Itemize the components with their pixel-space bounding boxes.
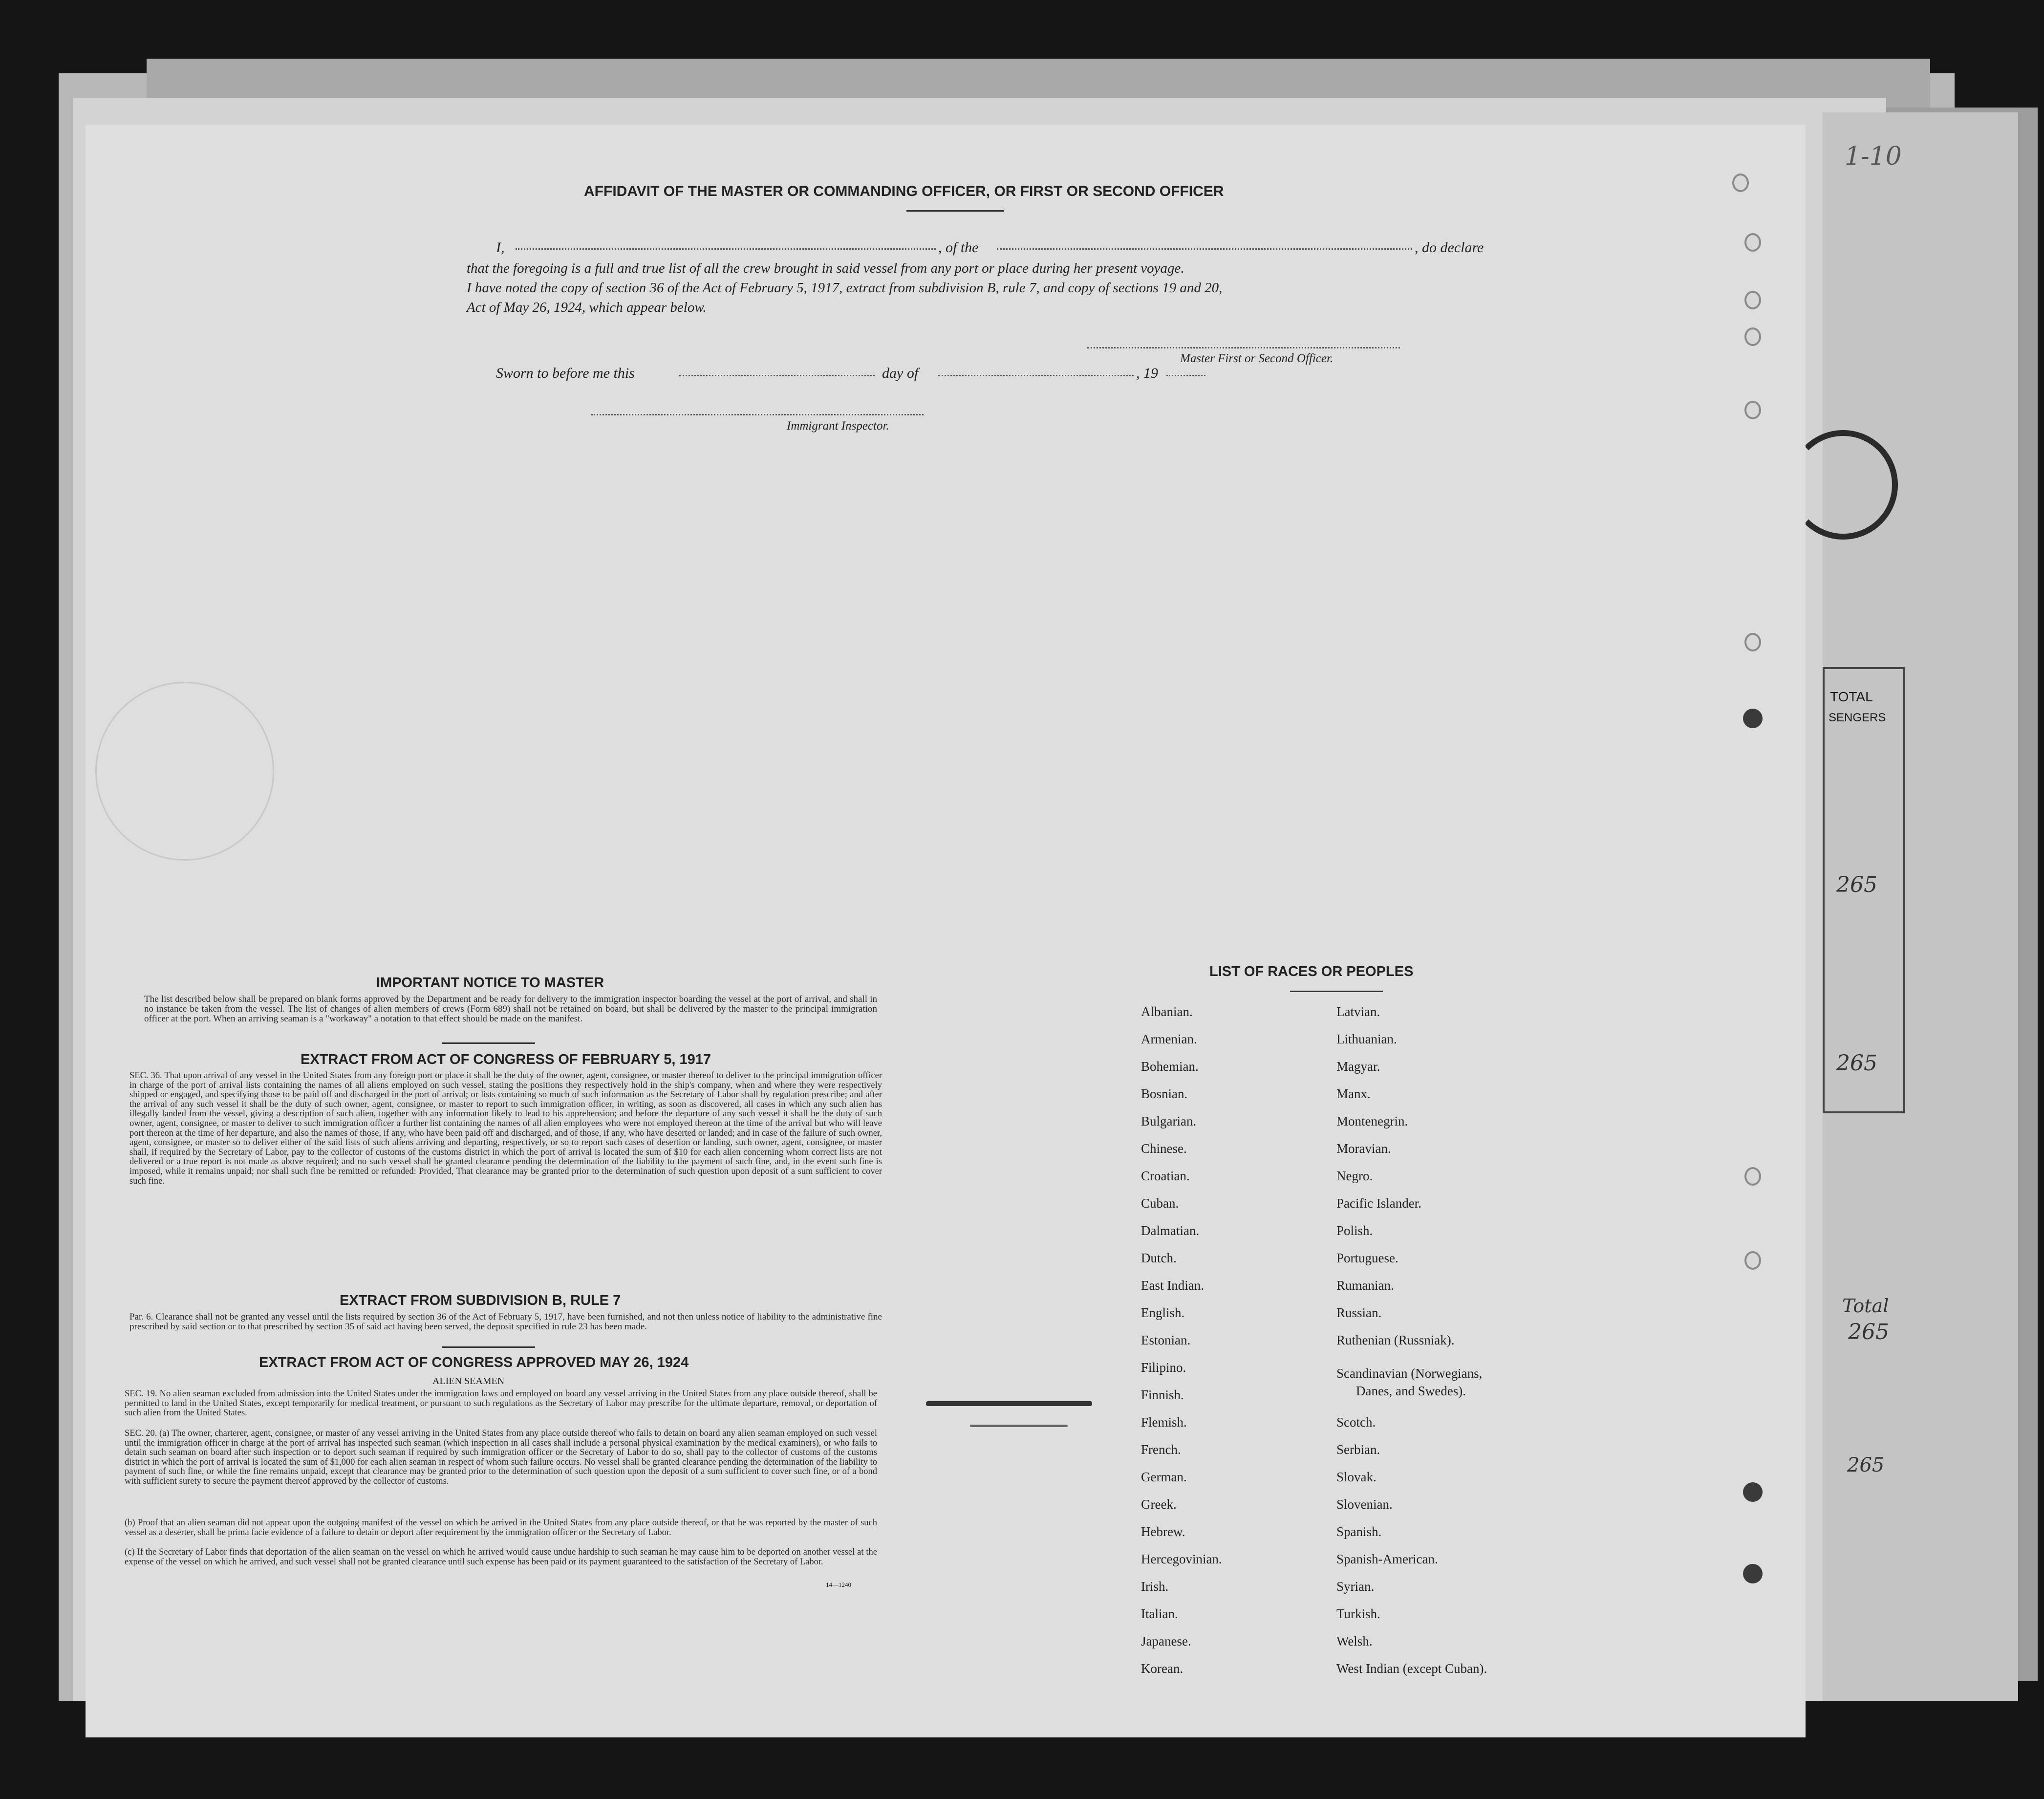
- race-item: Hebrew.: [1141, 1524, 1185, 1539]
- embossed-seal: [95, 682, 274, 861]
- race-item: Scandinavian (Norwegians,: [1336, 1366, 1483, 1381]
- race-item: Croatian.: [1141, 1169, 1190, 1183]
- handwritten-corner-note: 1-10: [1845, 142, 1902, 171]
- handwritten-total-label: Total: [1842, 1295, 1889, 1317]
- races-title: LIST OF RACES OR PEOPLES: [1209, 964, 1414, 979]
- punch-hole: [1743, 709, 1763, 728]
- ink-smear: [970, 1425, 1068, 1427]
- extract-1924-title: EXTRACT FROM ACT OF CONGRESS APPROVED MAY 26, 1924: [259, 1355, 689, 1370]
- punch-hole: [1744, 1167, 1761, 1186]
- race-item: Irish.: [1141, 1579, 1169, 1594]
- race-item: French.: [1141, 1442, 1181, 1457]
- sec-20a-text: SEC. 20. (a) The owner, charterer, agent, consignee, or master of any vessel arriving in the United States from any place outside thereof who fails to detain on board any alien seaman employed on such vessel until the immigration officer in charge at the port of arrival has inspected such seaman (which inspection in all cases shall include a personal physical examination by the medical examiners), or who fails to detain such seaman on board after such inspection or to deport such seaman if required by such immigration officer or the Secretary of Labor to do so, shall pay to the collector of customs of the customs district in which the port of arrival is located the sum of $1,000 for each alien seaman in respect of whom such failure occurs. No vessel shall be granted clearance pending the determination of the liability to payment of such fine, or while the fine remains unpaid, except that clearance may be granted prior to the determination of such question upon the deposit of a sum sufficient to cover such fine, or of a bond with sufficient surety to secure the payment thereof approved by the collector of customs.: [125, 1429, 877, 1486]
- race-item: English.: [1141, 1305, 1185, 1320]
- race-item: Dalmatian.: [1141, 1223, 1200, 1238]
- punch-hole: [1744, 327, 1761, 346]
- alien-seamen-subtitle: ALIEN SEAMEN: [432, 1376, 505, 1387]
- ink-smear: [926, 1401, 1092, 1406]
- master-signature-line[interactable]: [1087, 347, 1400, 348]
- race-item: Greek.: [1141, 1497, 1177, 1512]
- punch-hole: [1744, 291, 1761, 309]
- race-item: Dutch.: [1141, 1251, 1177, 1265]
- affidavit-line-2: that the foregoing is a full and true list of all the crew brought in said vessel from any port or place during her present voyage.: [467, 260, 1184, 276]
- punch-hole: [1732, 173, 1749, 192]
- sec-20c-text: (c) If the Secretary of Labor finds that deportation of the alien seaman on the vessel on which he arrived would cause undue hardship to such seaman he may cause him to be deported on another vessel at the expense of the vessel on which he arrived, and such vessel shall not be granted clearance until such expense has been paid or its payment guaranteed to the satisfaction of the Secretary of Labor.: [125, 1547, 877, 1567]
- race-item: Moravian.: [1336, 1141, 1391, 1156]
- race-item: Slovenian.: [1336, 1497, 1393, 1512]
- race-item: Bulgarian.: [1141, 1114, 1197, 1128]
- race-item: Scotch.: [1336, 1415, 1376, 1430]
- punch-hole: [1744, 233, 1761, 252]
- handwritten-number: 265: [1848, 1320, 1889, 1344]
- sworn-day-blank[interactable]: [679, 375, 875, 376]
- punch-hole: [1743, 1482, 1763, 1502]
- race-item: Bohemian.: [1141, 1059, 1199, 1074]
- extract-1917-title: EXTRACT FROM ACT OF CONGRESS OF FEBRUARY 5, 1917: [301, 1052, 711, 1067]
- affidavit-title: AFFIDAVIT OF THE MASTER OR COMMANDING OFFICER, OR FIRST OR SECOND OFFICER: [584, 183, 1224, 199]
- race-item: Armenian.: [1141, 1032, 1197, 1046]
- divider: [442, 1042, 535, 1044]
- inspector-caption: Immigrant Inspector.: [787, 419, 889, 433]
- race-item: Magyar.: [1336, 1059, 1380, 1074]
- affidavit-line-4: Act of May 26, 1924, which appear below.: [467, 300, 707, 315]
- affidavit-page: [86, 125, 1806, 1737]
- race-item: Chinese.: [1141, 1141, 1187, 1156]
- vessel-blank[interactable]: [997, 248, 1412, 250]
- race-item: Montenegrin.: [1336, 1114, 1408, 1128]
- divider: [442, 1346, 535, 1348]
- race-item: Finnish.: [1141, 1387, 1184, 1402]
- notice-text: The list described below shall be prepared on blank forms approved by the Department and be ready for delivery to the immigration inspector boarding the vessel at the port of arrival, and shall in no instance be taken from the vessel. The list of changes of alien members of crews (Form 689) shall not be retained on board, but shall be delivered by the master to the principal immigration officer at the port. When an arriving seaman is a "workaway" a notation to that effect should be made on the manifest.: [144, 994, 877, 1024]
- sworn-year-blank[interactable]: [1166, 375, 1205, 376]
- handwritten-number: 265: [1836, 872, 1877, 897]
- sworn-label: Sworn to before me this: [496, 365, 635, 381]
- box-header-total: TOTAL: [1830, 689, 1873, 704]
- divider: [1290, 991, 1383, 992]
- race-item: German.: [1141, 1470, 1187, 1484]
- notice-title: IMPORTANT NOTICE TO MASTER: [376, 975, 604, 991]
- race-item: Japanese.: [1141, 1634, 1191, 1648]
- day-of-label: day of: [882, 365, 919, 381]
- race-item: East Indian.: [1141, 1278, 1204, 1293]
- sec-19-text: SEC. 19. No alien seaman excluded from admission into the United States under the immigration laws and employed on board any vessel arriving in the United States from any place outside thereof, shall be permitted to land in the United States, except temporarily for medical treatment, or pursuant to such regulations as the Secretary of Labor may prescribe for the ultimate departure, removal, or deportation of such alien from the United States.: [125, 1389, 877, 1418]
- name-blank[interactable]: [516, 248, 936, 250]
- race-item: Slovak.: [1336, 1470, 1377, 1484]
- inspector-signature-line[interactable]: [591, 414, 924, 415]
- punch-hole: [1744, 401, 1761, 419]
- race-item: West Indian (except Cuban).: [1336, 1661, 1487, 1676]
- affidavit-do-declare: , do declare: [1415, 239, 1484, 256]
- race-item: Estonian.: [1141, 1333, 1191, 1347]
- race-item: Lithuanian.: [1336, 1032, 1397, 1046]
- divider: [906, 210, 1004, 212]
- race-item: Rumanian.: [1336, 1278, 1394, 1293]
- race-item: Syrian.: [1336, 1579, 1375, 1594]
- extract-1917-text: SEC. 36. That upon arrival of any vessel in the United States from any foreign port or place it shall be the duty of the owner, agent, consignee, or master thereof to deliver to the principal immigration officer in charge of the port of arrival lists containing the names of all aliens employed on such vessel, stating the positions they respectively hold in the ship's company, when and where they were respectively shipped or engaged, and specifying those to be paid off and discharged in the port of arrival; or lists containing so much of such information as the Secretary of Labor shall by regulation prescribe; and after the arrival of any such vessel it shall be the duty of such owner, agent, consignee, or master to report to such immigration officer, in writing, as soon as discovered, all cases in which any such alien has illegally landed from the vessel, giving a description of such alien, together with any information likely to lead to his apprehension; and before the departure of any such vessel it shall be the duty of such owner, agent, consignee, or master to deliver to such immigration officer a further list containing the names of all alien employees who were not employed thereon at the time of the arrival but who will leave port thereon at the time of her departure, and also the names of those, if any, who have been paid off and discharged, and of those, if any, who have deserted or landed; and in case of the failure of such owner, agent, consignee, or master so to deliver either of the said lists of such aliens arriving and departing, respectively, or so to report such cases of desertion or landing, such owner, agent, consignee, or master shall, if required by the Secretary of Labor, pay to the collector of customs of the customs district in which the port of arrival is located the sum of $10 for each alien concerning whom correct lists are not delivered or a true report is not made as above required; and no such vessel shall be granted clearance pending the determination of the liability to the payment of such fine, and, in the event such fine is imposed, while it remains unpaid; nor shall such fine be remitted or refunded: Provided, That clearance may be granted prior to the determination of such question upon deposit of a sum sufficient to cover such fine.: [129, 1071, 882, 1186]
- affidavit-line-3: I have noted the copy of section 36 of the Act of February 5, 1917, extract from subdivision B, rule 7, and copy of sections 19 and 20,: [467, 280, 1223, 296]
- race-item: Welsh.: [1336, 1634, 1373, 1648]
- race-item: Cuban.: [1141, 1196, 1179, 1211]
- race-item: Albanian.: [1141, 1004, 1193, 1019]
- sworn-month-blank[interactable]: [938, 375, 1134, 376]
- form-number: 14—1240: [826, 1581, 851, 1588]
- race-item: Hercegovinian.: [1141, 1552, 1222, 1566]
- box-header-sengers: SENGERS: [1829, 711, 1886, 724]
- race-item: Ruthenian (Russniak).: [1336, 1333, 1455, 1347]
- race-item: Polish.: [1336, 1223, 1373, 1238]
- punch-hole: [1744, 633, 1761, 651]
- punch-hole: [1744, 1251, 1761, 1270]
- master-caption: Master First or Second Officer.: [1180, 352, 1334, 365]
- punch-hole: [1743, 1564, 1763, 1583]
- race-item: Filipino.: [1141, 1360, 1186, 1375]
- race-item: Latvian.: [1336, 1004, 1380, 1019]
- affidavit-of-the: , of the: [938, 239, 979, 256]
- race-item: Pacific Islander.: [1336, 1196, 1421, 1211]
- race-item: Italian.: [1141, 1606, 1178, 1621]
- race-item: Turkish.: [1336, 1606, 1380, 1621]
- race-item: Bosnian.: [1141, 1086, 1188, 1101]
- race-item: Serbian.: [1336, 1442, 1380, 1457]
- subdivision-b-text: Par. 6. Clearance shall not be granted any vessel until the lists required by section 36 of the Act of February 5, 1917, have been furnished, and not then unless notice of liability to the administrative fine prescribed by said section or to that prescribed by section 35 of said act having been served, the deposit specified in rule 23 has been made.: [129, 1312, 882, 1332]
- race-item: Danes, and Swedes).: [1356, 1384, 1466, 1398]
- race-item: Spanish-American.: [1336, 1552, 1438, 1566]
- subdivision-b-title: EXTRACT FROM SUBDIVISION B, RULE 7: [340, 1293, 621, 1308]
- race-item: Flemish.: [1141, 1415, 1187, 1430]
- handwritten-number: 265: [1847, 1454, 1885, 1476]
- race-item: Spanish.: [1336, 1524, 1382, 1539]
- race-item: Negro.: [1336, 1169, 1373, 1183]
- sec-20b-text: (b) Proof that an alien seaman did not appear upon the outgoing manifest of the vessel on which he arrived in the United States from any place outside thereof, or that he was reported by the master of such vessel as a deserter, shall be prima facie evidence of a failure to detain or deport after requirement by the immigration officer or the Secretary of Labor.: [125, 1518, 877, 1538]
- handwritten-number: 265: [1836, 1051, 1877, 1076]
- race-item: Russian.: [1336, 1305, 1382, 1320]
- right-margin-page: [1823, 112, 2018, 1701]
- affidavit-i-label: I,: [496, 239, 505, 256]
- race-item: Portuguese.: [1336, 1251, 1399, 1265]
- race-item: Korean.: [1141, 1661, 1183, 1676]
- race-item: Manx.: [1336, 1086, 1371, 1101]
- year-label: , 19: [1136, 365, 1158, 381]
